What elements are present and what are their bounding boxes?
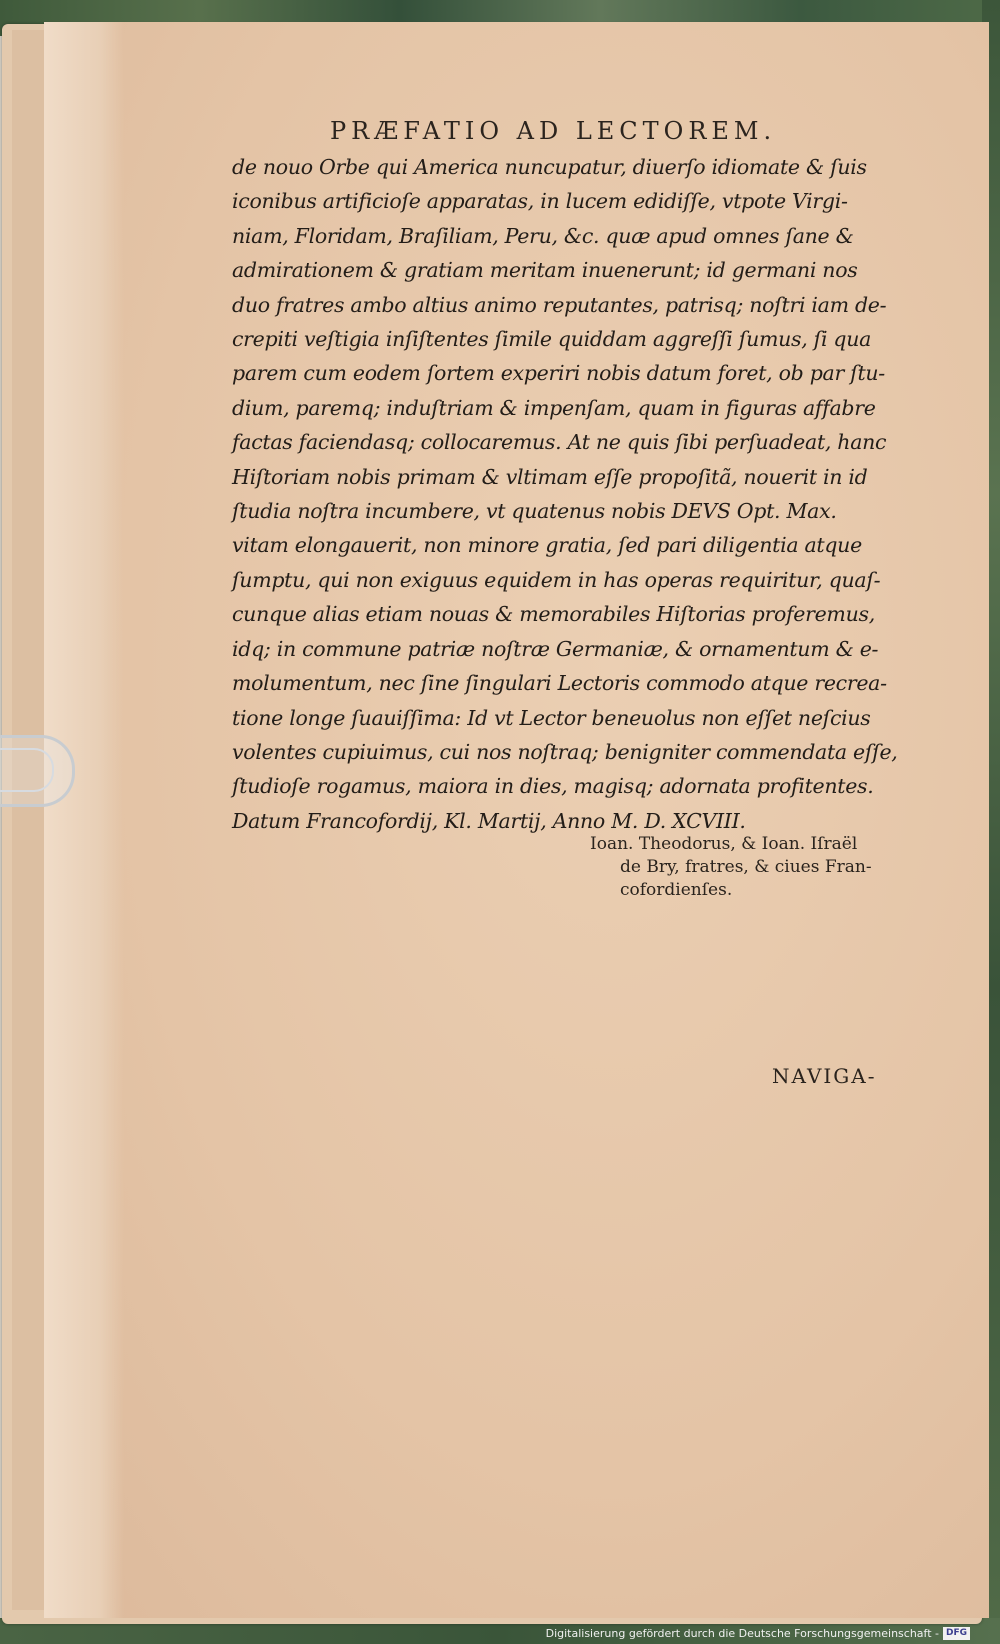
digitization-credit [546, 1627, 970, 1640]
paper-clip-inner-loop [0, 748, 54, 792]
text-line: iconibus artificioſe apparatas, in lucem edidiſſe, vtpote Virgi- [232, 189, 848, 214]
dfg-logo-icon: DFG [943, 1627, 970, 1640]
text-line: dium, paremq; induſtriam & impenſam, quam in figuras affabre [232, 395, 876, 420]
text-line-dateline: Datum Francofordij, Kl. Martij, Anno M. D. XCVIII. [232, 808, 746, 833]
signature-line: cofordienſes. [620, 880, 733, 900]
text-line: vitam elongauerit, non minore gratia, ſed pari diligentia atque [232, 533, 862, 558]
page-heading: PRÆFATIO AD LECTOREM. [330, 117, 777, 145]
text-line: molumentum, nec ſine ſingulari Lectoris commodo atque recrea- [232, 671, 887, 696]
text-line: duo fratres ambo altius animo reputantes, patrisq; noſtri iam de- [232, 292, 887, 317]
page-gutter-shade [44, 22, 124, 1618]
preface-body [232, 150, 912, 838]
text-line: tione longe ſuauiſſima: Id vt Lector beneuolus non eſſet neſcius [232, 705, 871, 730]
text-line: ſtudioſe rogamus, maiora in dies, magisq; adornata profitentes. [232, 774, 874, 799]
text-line: admirationem & gratiam meritam inuenerunt; id germani nos [232, 258, 858, 283]
text-line: Hiſtoriam nobis primam & vltimam eſſe propoſitã, nouerit in id [232, 464, 868, 489]
text-line: de nouo Orbe qui America nuncupatur, diuerſo idiomate & ſuis [232, 155, 867, 179]
text-line: cunque alias etiam nouas & memorabiles Hiſtorias proferemus, [232, 602, 875, 627]
signature-line: Ioan. Theodorus, & Ioan. Iſraël [590, 834, 858, 854]
catchword: NAVIGA- [772, 1064, 877, 1088]
text-line: ſtudia noſtra incumbere, vt quatenus nobis DEVS Opt. Max. [232, 499, 837, 524]
text-line: factas faciendasq; collocaremus. At ne quis ſibi perſuadeat, hanc [232, 430, 887, 455]
text-line: crepiti veſtigia inſiſtentes ſimile quiddam aggreſſi ſumus, ſi qua [232, 327, 872, 352]
signature-line: de Bry, fratres, & ciues Fran- [620, 857, 872, 877]
text-line: volentes cupiuimus, cui nos noſtraq; benigniter commendata eſſe, [232, 739, 898, 764]
signature-block [590, 833, 910, 902]
text-line: ſumptu, qui non exiguus equidem in has operas requiritur, quaſ- [232, 567, 881, 592]
text-line: idq; in commune patriæ noſtræ Germaniæ, & ornamentum & e- [232, 636, 879, 661]
text-line: parem cum eodem ſortem experiri nobis datum foret, ob par ſtu- [232, 361, 885, 386]
text-line: niam, Floridam, Braſiliam, Peru, &c. quæ apud omnes ſane & [232, 223, 854, 248]
credit-text: Digitalisierung gefördert durch die Deutsche Forschungsgemeinschaft - [545, 1627, 939, 1640]
